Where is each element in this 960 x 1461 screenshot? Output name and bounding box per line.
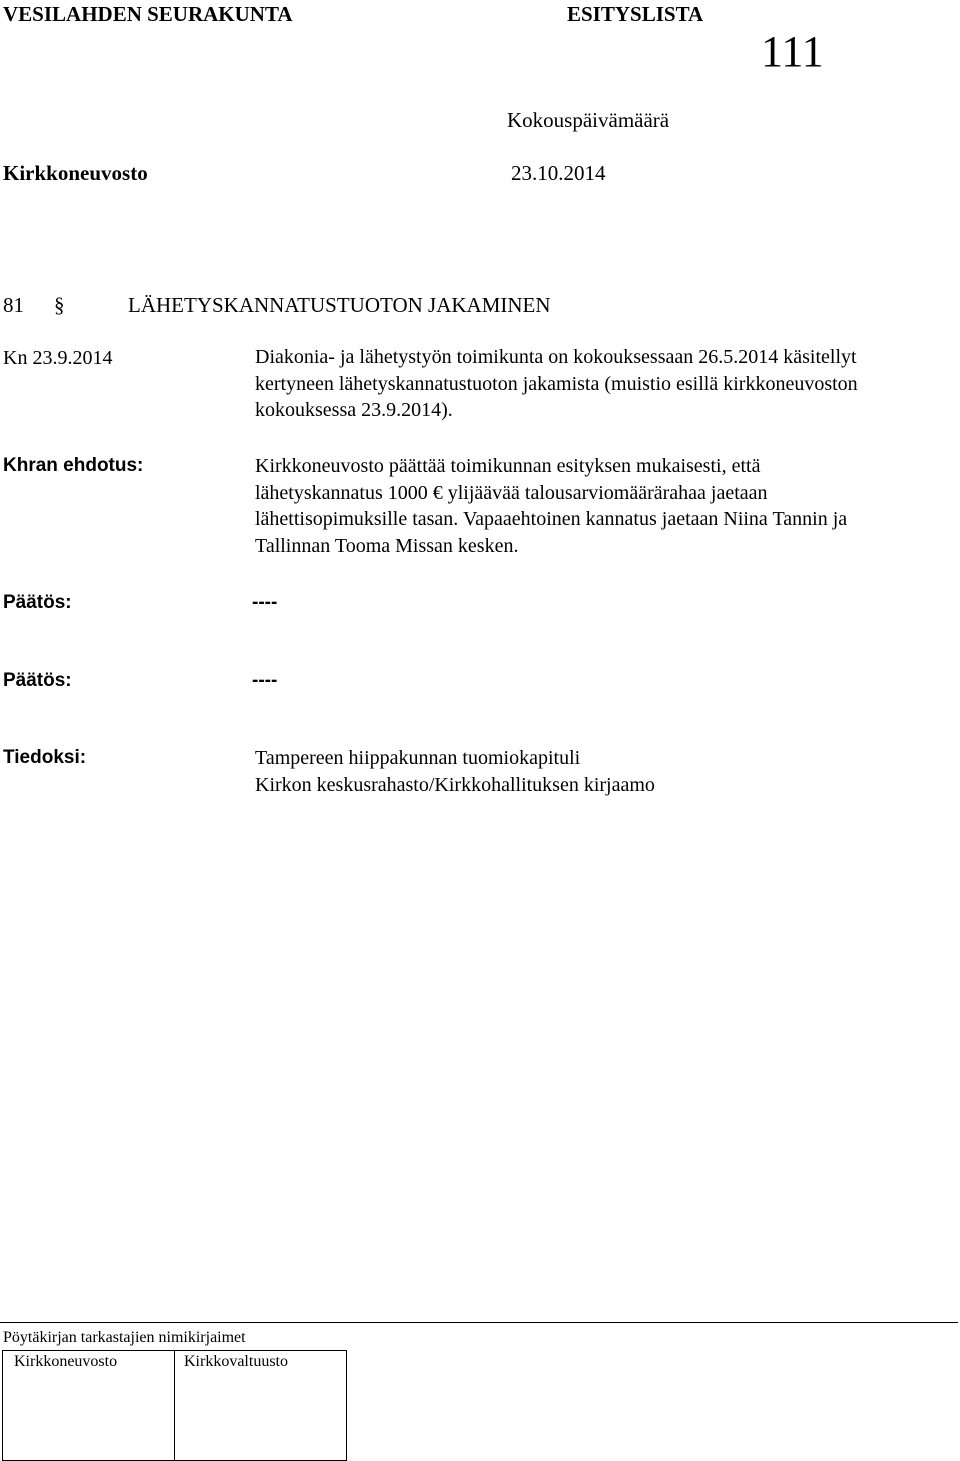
decision-label: Päätös: (3, 670, 72, 691)
background-label: Kn 23.9.2014 (3, 347, 113, 369)
background-text (255, 344, 858, 424)
proposal-line: lähetyskannatus 1000 € ylijäävää talousarviomäärärahaa jaetaan (255, 481, 768, 504)
section-number: 81 (3, 293, 24, 317)
notification-recipient: Tampereen hiippakunnan tuomiokapituli (255, 747, 581, 769)
meeting-date: 23.10.2014 (511, 161, 606, 185)
meeting-date-label: Kokouspäivämäärä (507, 108, 670, 132)
background-line: Diakonia- ja lähetystyön toimikunta on kokouksessaan 26.5.2014 käsitellyt (255, 346, 857, 368)
page-number: 111 (761, 27, 824, 76)
proposal-line: Kirkkoneuvosto päättää toimikunnan esityksen mukaisesti, että (255, 455, 761, 477)
proposal-line: lähettisopimuksille tasan. Vapaaehtoinen kannatus jaetaan Niina Tannin ja (255, 508, 848, 530)
background-line: kertyneen lähetyskannatustuoton jakamista (muistio esillä kirkkoneuvoston (255, 372, 858, 395)
signature-box-kirkkovaltuusto: Kirkkovaltuusto (175, 1351, 347, 1461)
decision-value: ---- (252, 592, 278, 613)
governing-body: Kirkkoneuvosto (3, 161, 148, 185)
proposal-label: Khran ehdotus: (3, 455, 144, 476)
notification-label: Tiedoksi: (3, 747, 87, 768)
notification-recipients (255, 745, 655, 798)
section-symbol: § (54, 293, 65, 317)
footer-caption: Pöytäkirjan tarkastajien nimikirjaimet (3, 1329, 246, 1346)
proposal-text (255, 453, 847, 559)
decision-label: Päätös: (3, 592, 72, 613)
signature-boxes (2, 1350, 347, 1461)
background-line: kokouksessa 23.9.2014). (255, 399, 453, 421)
document-type: ESITYSLISTA (567, 2, 704, 26)
footer-divider (0, 1322, 958, 1323)
proposal-line: Tallinnan Tooma Missan kesken. (255, 534, 519, 557)
decision-value: ---- (252, 670, 278, 691)
signature-box-kirkkoneuvosto: Kirkkoneuvosto (3, 1351, 175, 1461)
organization-name: VESILAHDEN SEURAKUNTA (3, 2, 293, 26)
section-title: LÄHETYSKANNATUSTUOTON JAKAMINEN (128, 293, 551, 317)
notification-recipient: Kirkon keskusrahasto/Kirkkohallituksen kirjaamo (255, 773, 655, 796)
